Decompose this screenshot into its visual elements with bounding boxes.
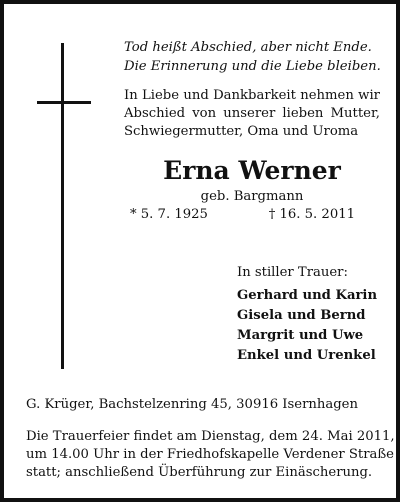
farewell-line: Abschied von unserer lieben Mutter, [124,106,380,121]
death-date: † 16. 5. 2011 [268,207,355,222]
birth-date: * 5. 7. 1925 [130,207,208,222]
mourner-name: Gerhard und Karin [237,288,378,303]
farewell-text [124,87,380,141]
memorial-quote [124,38,381,76]
funeral-service-info [26,428,395,482]
mourner-name: Gisela und Bernd [237,308,366,323]
farewell-line: In Liebe und Dankbarkeit nehmen wir [124,88,380,103]
cross-icon [61,43,64,369]
service-line: statt; anschließend Überführung zur Einäscherung. [26,465,373,480]
maiden-name: geb. Bargmann [200,189,304,204]
service-line: Die Trauerfeier findet am Dienstag, dem 24. Mai 2011, [26,429,395,444]
quote-line: Tod heißt Abschied, aber nicht Ende. [124,40,372,55]
mourning-label: In stiller Trauer: [237,265,348,280]
deceased-name: Erna Werner [163,156,341,185]
life-dates [130,206,355,224]
mourner-name: Margrit und Uwe [237,328,364,343]
mourner-name: Enkel und Urenkel [237,348,376,363]
contact-address: G. Krüger, Bachstelzenring 45, 30916 Isernhagen [26,397,358,412]
service-line: um 14.00 Uhr in der Friedhofskapelle Verdener Straße [26,447,394,462]
mourners-list [237,286,377,366]
quote-line: Die Erinnerung und die Liebe bleiben. [124,59,381,74]
cross-icon-crossbar [37,101,91,104]
farewell-line: Schwiegermutter, Oma und Uroma [124,124,359,139]
